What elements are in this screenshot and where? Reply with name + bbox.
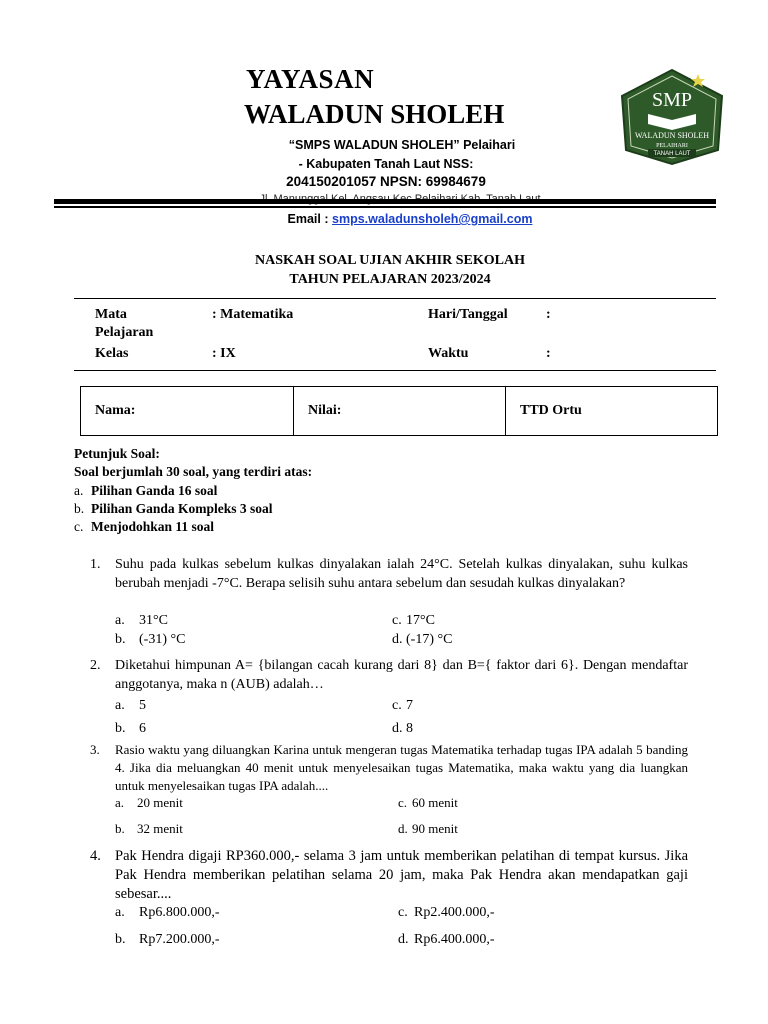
option-a[interactable]: a. 31°C (115, 613, 168, 628)
option-c[interactable]: c. 17°C (392, 613, 435, 628)
email-link[interactable]: smps.waladunsholeh@gmail.com (332, 212, 533, 226)
option-d[interactable]: d. Rp6.400.000,- (398, 932, 495, 947)
exam-title: NASKAH SOAL UJIAN AKHIR SEKOLAH (255, 253, 525, 268)
parent-sign-field[interactable] (506, 387, 717, 435)
option-b[interactable]: b. 32 menit (115, 821, 183, 836)
question-text: Rasio waktu yang diluangkan Karina untuk mengeran tugas Matematika terhadap tugas IPA adalah 5 banding 4. Jika dia meluangkan 40 menit untuk menyelesaikan tugas Matematika, maka waktu yang dia luangkan untuk menyelesaikan tugas IPA adalah.... (115, 742, 688, 793)
class-value: : IX (212, 346, 236, 361)
time-value: : (546, 346, 551, 361)
info-top-rule (74, 298, 716, 299)
time-label: Waktu (428, 346, 469, 361)
option-c[interactable]: c. 60 menit (398, 795, 458, 810)
district-line: - Kabupaten Tanah Laut NSS: (298, 157, 474, 171)
name-field[interactable] (81, 387, 294, 435)
letterhead-rule-thin (54, 206, 716, 208)
logo-line1: WALADUN SHOLEH (635, 131, 709, 140)
logo-top-text: SMP (651, 89, 693, 111)
logo-line2: PELAIHARI (656, 143, 688, 149)
question-number: 1. (90, 557, 101, 572)
foundation-name-line1: YAYASAN (246, 64, 375, 94)
instructions-heading: Petunjuk Soal: (74, 446, 160, 461)
question-2 (90, 656, 688, 694)
school-name: “SMPS WALADUN SHOLEH” Pelaihari (288, 138, 516, 152)
info-bottom-rule (74, 370, 716, 371)
question-number: 2. (90, 658, 101, 673)
email-label: Email : (287, 212, 329, 226)
parent-sign-label: TTD Ortu (520, 403, 582, 418)
option-b[interactable]: b. (-31) °C (115, 632, 186, 647)
instruction-item: c. Menjodohkan 11 soal (74, 519, 215, 534)
question-1 (90, 555, 688, 593)
instruction-item: a. Pilihan Ganda 16 soal (74, 483, 218, 498)
class-label: Kelas (95, 346, 129, 361)
option-d[interactable]: d. 90 menit (398, 821, 458, 836)
foundation-name-line2: WALADUN SHOLEH (244, 99, 505, 129)
option-a[interactable]: a. 5 (115, 698, 146, 713)
instruction-item: b. Pilihan Ganda Kompleks 3 soal (74, 501, 273, 516)
question-number: 3. (90, 742, 100, 757)
question-text: Suhu pada kulkas sebelum kulkas dinyalakan ialah 24°C. Setelah kulkas dinyalakan, suhu kulkas berubah menjadi -7°C. Berapa selisih suhu antara sebelum dan sesudah kulkas dinyalakan? (115, 557, 688, 591)
option-a[interactable]: a. Rp6.800.000,- (115, 905, 220, 920)
option-b[interactable]: b. Rp7.200.000,- (115, 932, 220, 947)
subject-label-1: Mata (95, 307, 127, 322)
score-field[interactable] (294, 387, 506, 435)
logo-banner: TANAH LAUT (653, 151, 691, 157)
email-line (200, 212, 620, 226)
subject-label-2: Pelajaran (95, 325, 154, 340)
question-4 (90, 847, 688, 904)
question-3 (90, 741, 688, 795)
exam-year: TAHUN PELAJARAN 2023/2024 (289, 272, 491, 287)
option-c[interactable]: c. 7 (392, 698, 413, 713)
subject-value: : Matematika (212, 307, 294, 322)
name-label: Nama: (95, 403, 136, 418)
score-label: Nilai: (308, 403, 342, 418)
question-number: 4. (90, 848, 101, 864)
option-a[interactable]: a. 20 menit (115, 795, 183, 810)
option-c[interactable]: c. Rp2.400.000,- (398, 905, 495, 920)
letterhead-rule-thick (54, 199, 716, 204)
question-text: Diketahui himpunan A= {bilangan cacah kurang dari 8} dan B={ faktor dari 6}. Dengan mendaftar anggotanya, maka n (AUB) adalah… (115, 658, 688, 692)
option-d[interactable]: d. (-17) °C (392, 632, 453, 647)
option-b[interactable]: b. 6 (115, 721, 146, 736)
school-logo (618, 68, 726, 166)
option-d[interactable]: d. 8 (392, 721, 413, 736)
question-text: Pak Hendra digaji RP360.000,- selama 3 jam untuk memberikan pelatihan di tempat kursus. Jika Pak Hendra memberikan pelatihan selama 20 jam, maka Pak Hendra akan mendapatkan gaji sebesar.... (115, 848, 688, 902)
instructions-intro: Soal berjumlah 30 soal, yang terdiri atas: (74, 464, 313, 479)
day-label: Hari/Tanggal (428, 307, 508, 322)
school-ids: 204150201057 NPSN: 69984679 (286, 174, 486, 189)
day-value: : (546, 307, 551, 322)
student-info-table (80, 386, 718, 436)
